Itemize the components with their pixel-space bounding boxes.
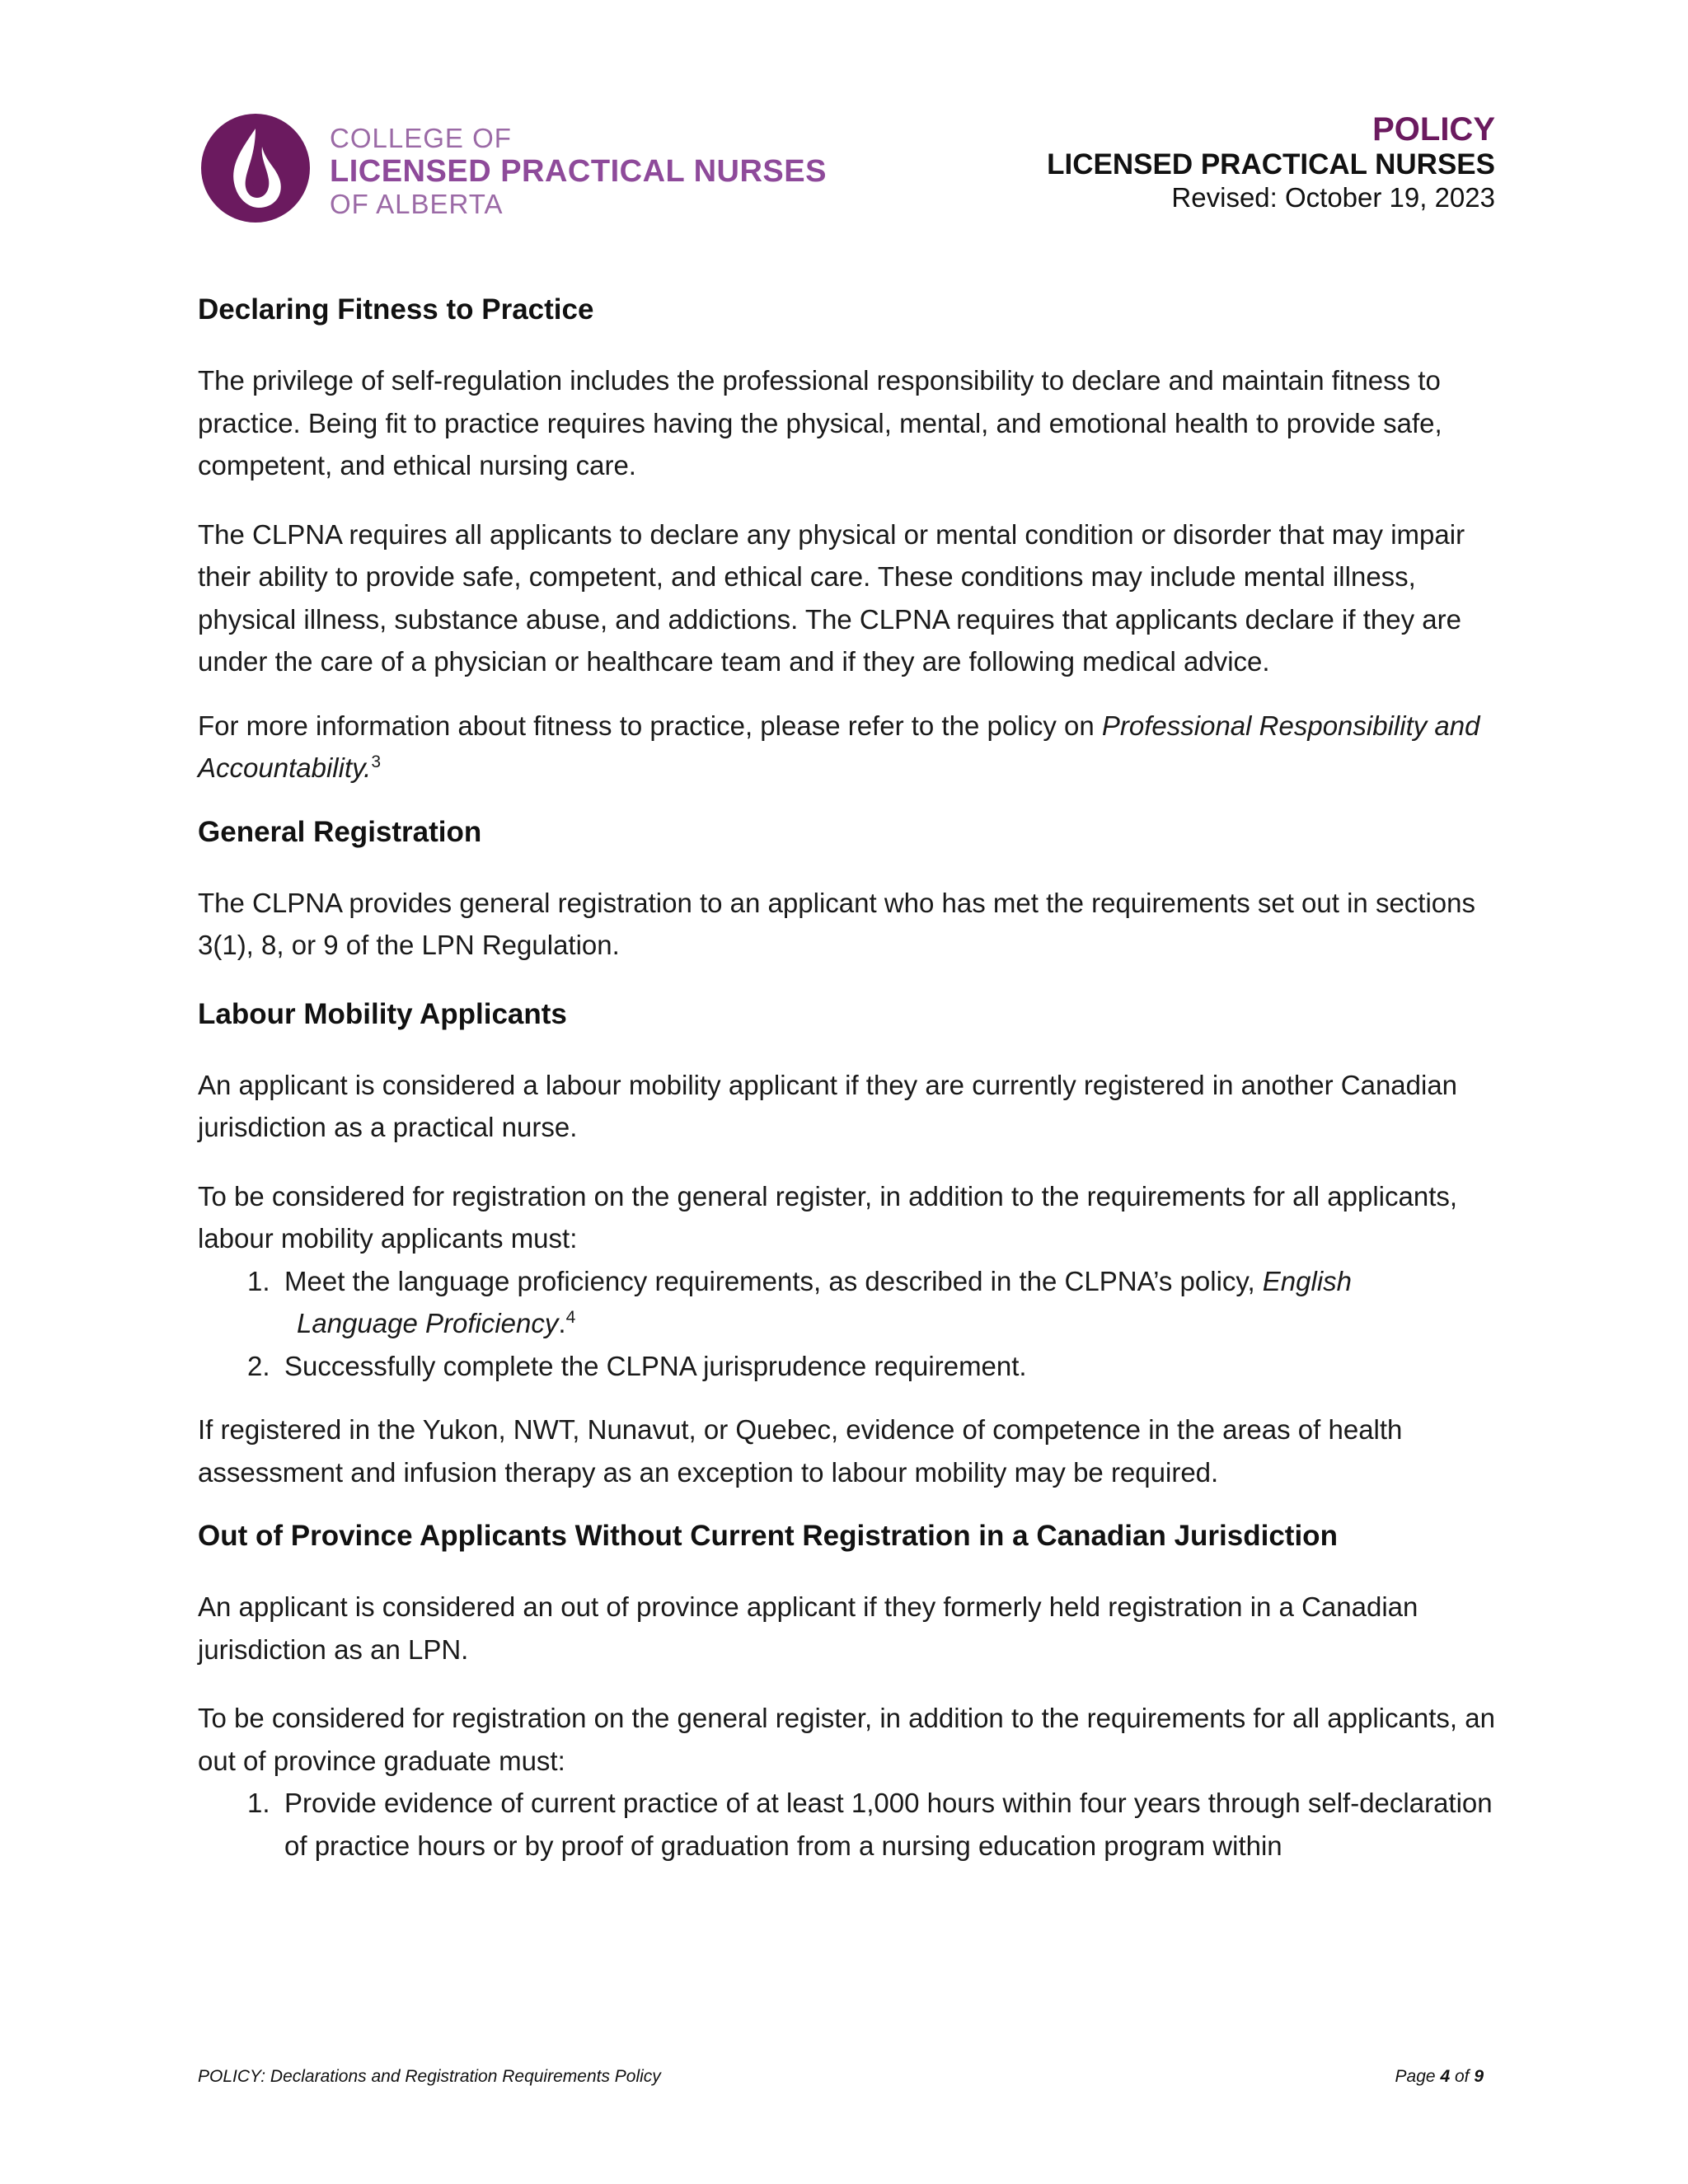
paragraph-labour-1: An applicant is considered a labour mobility applicant if they are currently registered in another Canadian jurisdiction as a practical nurse.: [198, 1069, 1458, 1142]
page-word: Page: [1395, 2067, 1441, 2086]
policy-header: [1047, 110, 1495, 214]
footer-policy-title: POLICY: Declarations and Registration Requirements Policy: [198, 2067, 661, 2086]
paragraph-fitness-2: The CLPNA requires all applicants to declare any physical or mental condition or disorder that may impair their ability to provide safe, competent, and ethical care. These conditions may include mental illness, physical illness, substance abuse, and addictions. The CLPNA requires that applicants declare if they are under the care of a physician or healthcare team and if they are following medical advice.: [198, 518, 1465, 677]
paragraph-fitness-1: The privilege of self-regulation includes the professional responsibility to declare and maintain fitness to practice. Being fit to practice requires having the physical, mental, and emotional health to provide safe, competent, and ethical nursing care.: [198, 365, 1442, 480]
logo-line-alberta: OF ALBERTA: [330, 189, 504, 219]
policy-body: [198, 288, 1508, 1867]
labour-requirements-list: [198, 1260, 1508, 1388]
of-word: of: [1450, 2067, 1475, 2086]
flame-logo-icon: [198, 110, 313, 226]
section-heading-fitness: Declaring Fitness to Practice: [198, 293, 594, 326]
list-item: [198, 1345, 1508, 1388]
section-heading-out-of-province: Out of Province Applicants Without Current Registration in a Canadian Jurisdiction: [198, 1520, 1338, 1552]
page-number: [1395, 2067, 1484, 2087]
paragraph-general-1: The CLPNA provides general registration to an applicant who has met the requirements set out in sections 3(1), 8, or 9 of the LPN Regulation.: [198, 887, 1476, 960]
list-item-text: Successfully complete the CLPNA jurisprudence requirement.: [284, 1350, 1027, 1381]
list-item-number: 1.: [247, 1788, 270, 1818]
list-item-text: Provide evidence of current practice of at least 1,000 hours within four years through self-declaration of practice hours or by proof of graduation from a nursing education program within: [284, 1788, 1493, 1861]
clpna-logo: [198, 110, 827, 226]
list-item-number: 1.: [247, 1265, 270, 1296]
doc-type-label: POLICY: [1372, 111, 1495, 148]
list-item: [198, 1260, 1508, 1345]
current-page: 4: [1440, 2067, 1451, 2086]
list-item-number: 2.: [247, 1350, 270, 1381]
paragraph-fitness-3: [198, 705, 1508, 790]
policy-reference-language-proficiency: Language Proficiency: [297, 1308, 559, 1338]
outofprov-requirements-list: [198, 1782, 1508, 1867]
paragraph-outofprov-2: To be considered for registration on the general register, in addition to the requirements for all applicants, an out of province graduate must:: [198, 1703, 1495, 1776]
logo-line-lpn: LICENSED PRACTICAL NURSES: [330, 154, 827, 189]
paragraph-outofprov-1: An applicant is considered an out of province applicant if they formerly held registration in a Canadian jurisdiction as an LPN.: [198, 1591, 1418, 1665]
section-heading-general-registration: General Registration: [198, 815, 482, 848]
logo-line-college: COLLEGE OF: [330, 123, 512, 153]
paragraph-labour-3: If registered in the Yukon, NWT, Nunavut, or Quebec, evidence of competence in the areas of health assessment and infusion therapy as an exception to labour mobility may be required.: [198, 1414, 1403, 1488]
footnote-marker-4: 4: [565, 1308, 576, 1327]
footnote-marker-3: 3: [371, 752, 382, 771]
total-pages: 9: [1474, 2067, 1484, 2086]
fitness-3-text: For more information about fitness to practice, please refer to the policy on: [198, 710, 1102, 741]
doc-subtitle: LICENSED PRACTICAL NURSES: [1047, 148, 1495, 180]
revised-date: Revised: October 19, 2023: [1171, 182, 1495, 213]
policy-reference-english: English: [1262, 1265, 1353, 1296]
logo-wordmark: [330, 122, 827, 221]
list-item-text: Meet the language proficiency requirements, as described in the CLPNA’s policy,: [284, 1265, 1263, 1296]
list-item-end: .: [558, 1308, 566, 1338]
policy-reference-professional-responsibility: Professional Responsibility and Accountability.: [198, 710, 1480, 783]
list-item: [198, 1782, 1508, 1867]
section-heading-labour-mobility: Labour Mobility Applicants: [198, 997, 567, 1030]
paragraph-labour-2: To be considered for registration on the general register, in addition to the requirements for all applicants, labour mobility applicants must:: [198, 1180, 1458, 1254]
